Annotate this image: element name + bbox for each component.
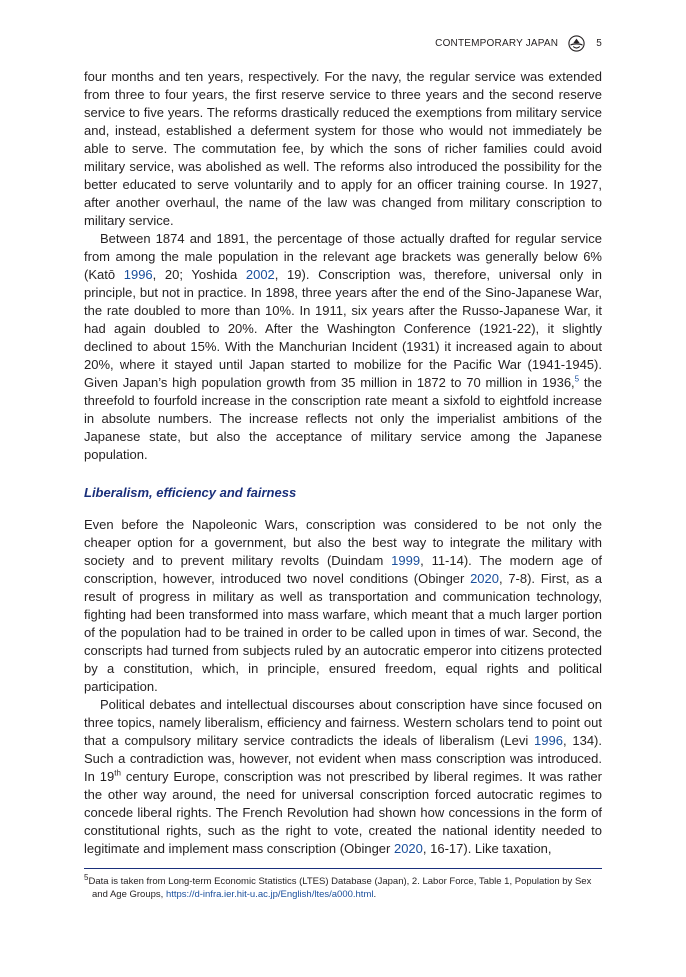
citation-obinger-2020-b[interactable]: 2020: [393, 841, 423, 856]
page-number: 5: [596, 38, 602, 49]
crossmark-icon[interactable]: [568, 35, 585, 52]
footnote-marker: 5: [84, 872, 89, 882]
para2-text-d: the threefold to fourfold increase in the conscription rate meant a sixfold to eightfold increase in absolute numbers. The increase reflects not only the imperialist ambitions of the Japanese state, but also the acceptance of military service among the Japanese population.: [84, 375, 602, 462]
paragraph-3: [84, 516, 602, 696]
paragraph-4: [84, 696, 602, 858]
journal-title: CONTEMPORARY JAPAN: [435, 38, 559, 49]
citation-duindam-1999[interactable]: 1999: [391, 553, 421, 568]
footnote-end: .: [373, 889, 377, 900]
para2-text-a: Between 1874 and 1891, the percentage of those actually drafted for regular service from among the male population in the relevant age brackets was generally below 6% (Katō: [84, 231, 602, 282]
citation-obinger-2020[interactable]: 2020: [470, 571, 499, 586]
body-text-lower: [84, 516, 602, 858]
body-text-upper: [84, 68, 602, 464]
para2-text-b: , 20; Yoshida: [152, 267, 246, 282]
para3-text-a: Even before the Napoleonic Wars, conscription was considered to be not only the cheaper option for a government, but also the best way to integrate the military with society and to prevent military revolts (Duindam: [84, 517, 602, 568]
para4-text-d: , 16-17). Like taxation,: [422, 841, 552, 856]
citation-levi-1996[interactable]: 1996: [534, 733, 563, 748]
footnote-divider: [84, 868, 602, 869]
para4-text-c: century Europe, conscription was not prescribed by liberal regimes. It was rather the other way around, the need for universal conscription forced autocratic regimes to concede liberal rights. The French Revolution had shown how concessions in the form of constitutional rights, such as the right to vote, created the national identity needed to legitimate and implement mass conscription (Obinger: [84, 769, 602, 856]
para3-text-b: , 11-14). The modern age of conscription, however, introduced two novel conditions (Obinger: [84, 553, 602, 586]
paragraph-2: [84, 230, 602, 464]
running-header: [435, 35, 602, 52]
para4-text-b: , 134). Such a contradiction was, however, not evident when mass conscription was introduced. In 19: [84, 733, 602, 784]
para3-text-c: , 7-8). First, as a result of progress in military as well as transportation and communication technology, fighting had been transformed into mass warfare, which meant that a much larger portion of the population had to be trained in order to be called upon in times of war. Second, the conscripts had turned from subjects ruled by an autocratic emperor into citizens protected by a constitution, which, in principle, ensured freedom, equal rights and political participation.: [84, 571, 602, 694]
para2-text-c: , 19). Conscription was, therefore, universal only in principle, but not in practice. In 1898, three years after the end of the Sino-Japanese War, the rate doubled to more than 10%. In 1911, six years after the Russo-Japanese War, it had again doubled to 20%. After the Washington Conference (1921-22), it slightly declined to about 15%. With the Manchurian Incident (1931) it increased again to about 20%, where it stayed until Japan started to mobilize for the Pacific War (1941-1945). Given Japan’s high population growth from 35 million in 1872 to 70 million in 1936,: [84, 267, 602, 390]
ordinal-suffix: th: [114, 768, 121, 778]
footnote-ref-5[interactable]: 5: [574, 374, 580, 384]
footnote-url-link[interactable]: https://d-infra.ier.hit-u.ac.jp/English/ltes/a000.html: [165, 889, 374, 900]
footnote-text: Data is taken from Long-term Economic Statistics (LTES) Database (Japan), 2. Labor Force, Table 1, Population by Sex and Age Groups,: [88, 876, 592, 900]
para4-text-a: Political debates and intellectual discourses about conscription have since focused on three topics, namely liberalism, efficiency and fairness. Western scholars tend to point out that a compulsory military service contradicts the ideals of liberalism (Levi: [84, 697, 602, 748]
citation-kato-1996[interactable]: 1996: [123, 267, 153, 282]
footnote: [84, 872, 602, 901]
section-heading: Liberalism, efficiency and fairness: [84, 485, 297, 500]
citation-yoshida-2002[interactable]: 2002: [245, 267, 275, 282]
paragraph-1: four months and ten years, respectively. For the navy, the regular service was extended from three to four years, the first reserve service to three years and the second reserve service to five years. The reforms drastically reduced the exemptions from military service and, instead, established a deferment system for those who would not immediately be able to serve. The commutation fee, by which the sons of richer families could avoid military service, was abolished as well. The reforms also introduced the possibility for the better educated to serve voluntarily and to apply for an officer training course. In 1927, after another overhaul, the name of the law was changed from military conscription to military service.: [84, 69, 602, 228]
